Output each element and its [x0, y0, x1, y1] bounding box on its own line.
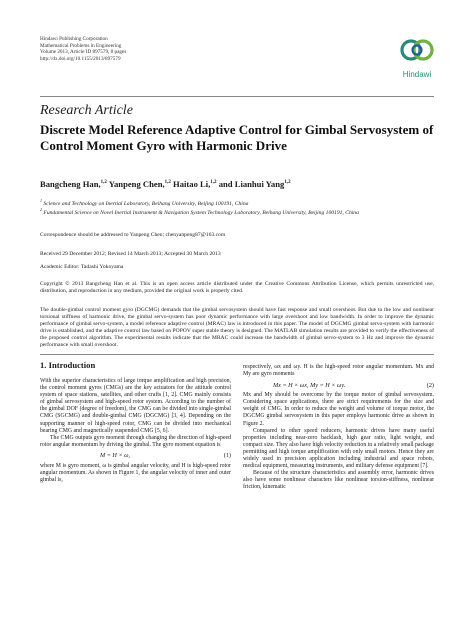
- left-column: [40, 378, 231, 484]
- equation-2: [243, 378, 434, 392]
- author-affil-sup: 1,2: [284, 180, 291, 186]
- right-column: [243, 364, 434, 492]
- equation-1: [40, 449, 231, 463]
- author-name: Haitao Li,: [173, 179, 211, 189]
- equation-number: (2): [426, 381, 434, 389]
- affiliation-2: [40, 206, 440, 217]
- article-type: Research Article: [40, 103, 133, 118]
- author-list: [40, 179, 291, 189]
- journal-volume: Volume 2013, Article ID 897579, 8 pages: [40, 49, 127, 56]
- affiliation-text: Fundamental Science on Novel Inertial Instrument & Navigation System Technology Laboratory, Beihang University, Beijing 100191, China: [43, 209, 359, 216]
- hindawi-logo-text: Hindawi: [402, 70, 432, 79]
- affiliation-sup: 2: [40, 207, 42, 212]
- section-heading: 1. Introduction: [40, 360, 96, 370]
- hindawi-logo: [394, 34, 440, 86]
- intro-paragraph: With the superior characteristics of large torque amplification and high precision, the control moment gyros (CMGs) are the key actuators for the attitude control system of space stations, satellites, and other crafts [1, 2]. CMG mainly consists of gimbal servosystem and high-speed rotor system. According to the number of the gimbal DOF (degree of freedom), the CMG can be divided into single-gimbal CMG (SGCMG) and double-gimbal CMG (DGCMG) [3, 4]. Depending on the supporting manner of high-speed rotor, CMG can be divided into mechanical bearing CMG and magnetically suspended CMG [5, 6].: [40, 378, 231, 434]
- journal-header: [40, 36, 126, 62]
- copyright-notice: Copyright © 2013 Bangcheng Han et al. This is an open access article distributed under the Creative Commons Attribution License, which permits unrestricted use, distribution, and reproduction in any medium, provided the original work is properly cited.: [40, 281, 434, 294]
- affiliation-sup: 1: [40, 198, 42, 203]
- received-dates: Received 29 December 2012; Revised 14 March 2013; Accepted 30 March 2013: [40, 251, 221, 257]
- journal-name: Mathematical Problems in Engineering: [40, 42, 122, 49]
- article-title: Discrete Model Reference Adaptive Control for Gimbal Servosystem of Control Moment Gyro with Harmonic Drive: [40, 122, 434, 153]
- equation-body: M = H × ω,: [100, 452, 131, 460]
- affiliation-text: Science and Technology on Inertial Laboratory, Beihang University, Beijing 100191, China: [43, 200, 249, 207]
- header-rule: [40, 96, 434, 97]
- intro-paragraph: The CMG outputs gyro moment through changing the direction of high-speed rotor angular momentum by driving the gimbal. The gyro moment equation is: [40, 434, 231, 448]
- author-name: and Lianhui Yang: [218, 179, 285, 189]
- intro-paragraph: respectively, ωx and ωy. H is the high-speed rotor angular momentum. Mx and My are gyro moments: [243, 364, 434, 378]
- intro-paragraph: Compared to other speed reducers, harmonic drives have many useful properties including near-zero backlash, high gear ratio, light weight, and compact size. They also have high velocity reduction in a relatively small package permitting and high torque amplification with only small motors. Hence they are widely used in precision application including industrial and space robots, medical equipment, measuring instruments, and military defense equipment [7].: [243, 427, 434, 470]
- author-affil-sup: 1,2: [210, 180, 217, 186]
- intro-paragraph: Mx and My should be overcome by the torque motor of gimbal servosystem. Considering space applications, there are strict requirements for the size and weight of CMG. In order to reduce the weight and volume of torque motor, the DGCMG gimbal servosystem in this paper employs harmonic drive as shown in Figure 2.: [243, 392, 434, 427]
- author-name: Bangcheng Han,: [40, 179, 101, 189]
- equation-number: (1): [223, 452, 231, 460]
- intro-paragraph: Because of the structure characteristics and assembly error, harmonic drives also have some nonlinear characters like nonlinear torsion-stiffness, nonlinear friction, kinematic: [243, 470, 434, 491]
- author-affil-sup: 1,2: [164, 180, 171, 186]
- hindawi-logo-icon: [394, 34, 440, 70]
- author-name: Yanpeng Chen,: [108, 179, 165, 189]
- author-affil-sup: 1,2: [100, 180, 107, 186]
- journal-publisher: Hindawi Publishing Corporation: [40, 36, 108, 42]
- abstract: The double-gimbal control moment gyro (DGCMG) demands that the gimbal servosystem should have fast response and small overshoot. But due to the low and nonlinear torsional stiffness of harmonic drive, the gimbal servo-system has poor dynamic performance with large overshoot and low bandwidth. In order to improve the dynamic performance of gimbal servo-system, a model reference adaptive control (MRAC) law is introduced in this paper. The model of DGCMG gimbal servo-system with harmonic drive is established, and the adaptive control law based on POPOV super stable theory is designed. The MATLAB simulation results are provided to verify the effectiveness of the proposed control algorithm. The experimental results indicate that the MRAC could increase the bandwidth of gimbal servo-system to 3 Hz and improve the dynamic performance with small overshoot.: [40, 307, 434, 348]
- academic-editor: Academic Editor: Tadashi Yokoyama: [40, 264, 124, 270]
- abstract-rule: [40, 354, 434, 355]
- journal-doi[interactable]: http://dx.doi.org/10.1155/2013/897579: [40, 55, 121, 62]
- intro-paragraph: where M is gyro moment, ω is gimbal angular velocity, and H is high-speed rotor angular momentum. As shown in Figure 1, the angular velocity of inner and outer gimbal is,: [40, 462, 231, 484]
- equation-body: Mx = H × ωx, My = H × ωy.: [273, 381, 346, 389]
- correspondence: Correspondence should be addressed to Yanpeng Chen; chenyanpeng87@163.com: [40, 232, 226, 238]
